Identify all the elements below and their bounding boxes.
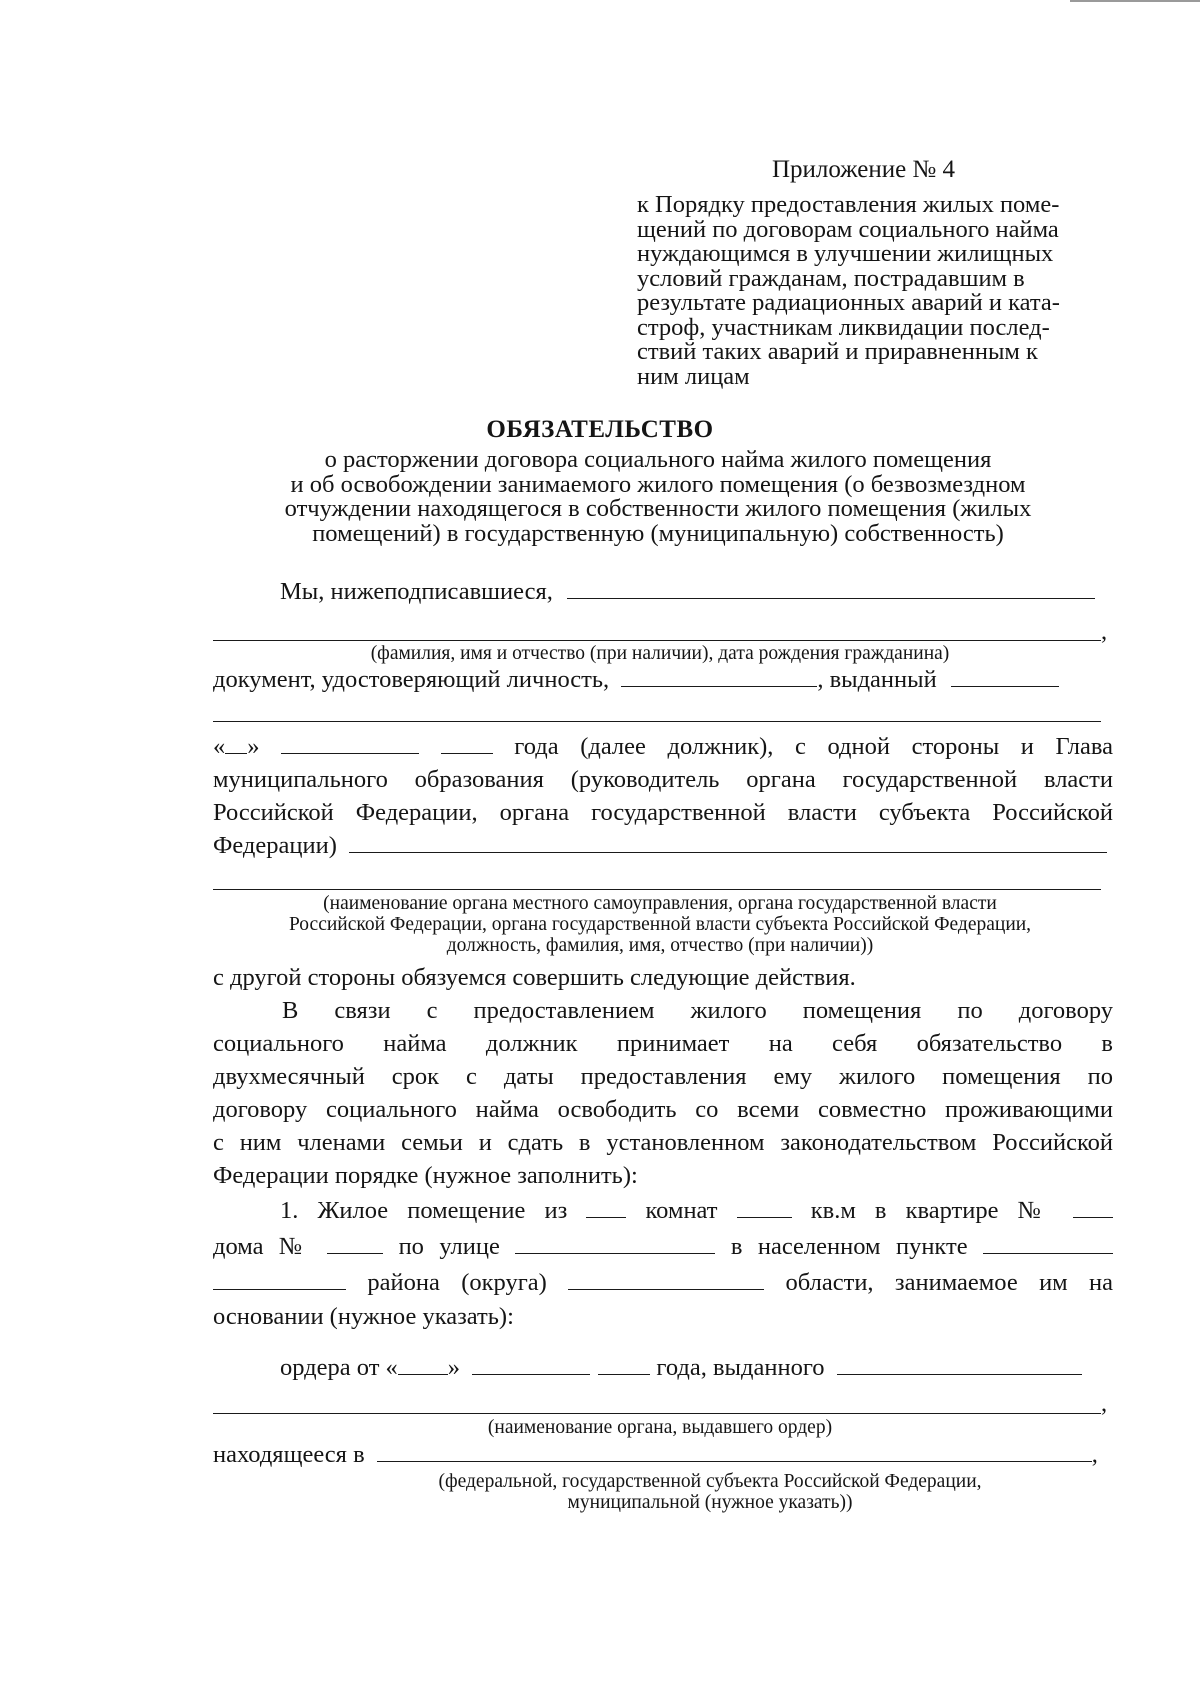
appendix-line: результате радиационных аварий и ката- (637, 289, 1060, 316)
area-label: кв.м в квартире № (810, 1197, 1054, 1224)
subtitle-line: и об освобождении занимаемого жилого помещения (о безвозмездном (290, 470, 1026, 498)
subtitle-line: отчуждении находящегося в собственности жилого помещения (жилых (284, 495, 1032, 522)
located-line (213, 1440, 1113, 1470)
document-subtitle (213, 448, 1103, 546)
id-document-line (213, 665, 1113, 695)
date-month-field[interactable] (281, 732, 419, 754)
order-issuer-field[interactable] (837, 1353, 1082, 1375)
citizen-name-field[interactable] (213, 640, 1101, 641)
appendix-line: ствий таких аварий и приравненным к (637, 338, 1038, 365)
comma: , (1101, 618, 1108, 645)
appendix-line: строф, участникам ликвидации послед- (637, 313, 1050, 341)
basis-line: основании (нужное указать): (213, 1303, 514, 1330)
caption-line: должность, фамилия, имя, отчество (при наличии)) (446, 935, 874, 956)
federation-label: Федерации) (213, 832, 337, 859)
ownership-caption (210, 1471, 1200, 1513)
rf-line: Российской Федерации, органа государственной власти субъекта Российской (213, 799, 1113, 826)
appendix-line: ним лицам (637, 362, 750, 390)
address-line (213, 1232, 1113, 1262)
date-day-field[interactable] (225, 732, 247, 754)
ownership-field[interactable] (377, 1440, 1092, 1462)
citizen-caption: (фамилия, имя и отчество (при наличии), дата рождения гражданина) (370, 643, 950, 664)
appendix-line: щений по договорам социального найма (637, 215, 1059, 243)
signatories-label: Мы, нижеподписавшиеся, (280, 578, 553, 605)
appendix-line: нуждающимся в улучшении жилищных (637, 240, 1054, 267)
order-line (280, 1353, 1113, 1383)
caption-line: (наименование органа местного самоуправления, органа государственной власти (323, 893, 997, 914)
settlement-field[interactable] (983, 1232, 1113, 1254)
region-label: области, занимаемое им на (785, 1269, 1114, 1296)
caption-line: Российской Федерации, органа государственной власти субъекта Российской Федерации, (288, 914, 1032, 935)
order-day-field[interactable] (398, 1353, 448, 1375)
settlement-label: в населенном пункте (730, 1233, 968, 1260)
item1-line (280, 1196, 1113, 1226)
paragraph-line: договору социального найма освободить со всеми совместно проживающими (213, 1096, 1113, 1123)
order-year-label: года, выданного (656, 1354, 825, 1381)
house-number-field[interactable] (327, 1232, 383, 1254)
authority-caption (160, 893, 1160, 956)
street-field[interactable] (515, 1232, 715, 1254)
appendix-line: условий гражданам, пострадавшим в (637, 264, 1025, 292)
comma: , (1091, 1441, 1098, 1468)
paragraph-line: с ним членами семьи и сдать в установленном законодательством Российской (213, 1129, 1113, 1156)
order-year-field[interactable] (598, 1353, 650, 1375)
apartment-number-field[interactable] (1073, 1196, 1113, 1218)
district-field[interactable] (213, 1268, 346, 1290)
paragraph-line: Федерации порядке (нужное заполнить): (213, 1162, 638, 1189)
area-field[interactable] (737, 1196, 792, 1218)
appendix-line: к Порядку предоставления жилых поме- (637, 191, 1060, 218)
caption-line: муниципальной (нужное указать)) (567, 1492, 853, 1513)
order-month-field[interactable] (472, 1353, 590, 1375)
district-label: района (округа) (367, 1269, 547, 1296)
other-side-line: с другой стороны обязуемся совершить следующие действия. (213, 964, 856, 991)
paragraph-line: двухмесячный срок с даты предоставления ему жилого помещения по (213, 1063, 1113, 1090)
id-document-field[interactable] (621, 665, 817, 687)
rooms-label: комнат (645, 1197, 718, 1224)
issued-by-field[interactable] (951, 665, 1059, 687)
item1-label: 1. Жилое помещение из (280, 1197, 568, 1224)
street-label: по улице (398, 1233, 500, 1260)
subtitle-line: помещений) в государственную (муниципальную) собственность) (312, 519, 1004, 547)
date-line (213, 732, 1113, 762)
appendix-reference (637, 193, 1117, 389)
house-label: дома № (213, 1233, 312, 1260)
order-caption: (наименование органа, выдавшего ордер) (487, 1417, 833, 1438)
caption-line: (федеральной, государственной субъекта Российской Федерации, (438, 1471, 982, 1492)
rooms-field[interactable] (586, 1196, 626, 1218)
municipal-line: муниципального образования (руководитель органа государственной власти (213, 766, 1113, 793)
issued-by-continuation-field[interactable] (213, 721, 1101, 722)
signatories-name-field[interactable] (567, 577, 1095, 599)
district-line (213, 1268, 1113, 1298)
located-label: находящееся в (213, 1441, 365, 1468)
signatories-line (280, 577, 1110, 607)
document-title: ОБЯЗАТЕЛЬСТВО (486, 416, 714, 443)
year-text: года (далее должник), с одной стороны и Глава (514, 733, 1113, 760)
scan-edge-line (1070, 0, 1200, 2)
order-close: » (447, 1354, 461, 1381)
comma: , (1101, 1390, 1108, 1417)
federation-line (213, 831, 1113, 861)
paragraph-line: социального найма должник принимает на себя обязательство в (213, 1030, 1113, 1057)
official-continuation-field[interactable] (213, 889, 1101, 890)
order-label: ордера от « (280, 1354, 398, 1381)
region-field[interactable] (568, 1268, 764, 1290)
date-open: « (213, 733, 226, 760)
date-close: » (247, 733, 260, 760)
order-issuer-continuation-field[interactable] (213, 1413, 1101, 1414)
paragraph-line: В связи с предоставлением жилого помещения по договору (282, 997, 1113, 1024)
issued-label: , выданный (817, 666, 937, 693)
subtitle-line: о расторжении договора социального найма жилого помещения (324, 446, 992, 473)
appendix-title: Приложение № 4 (772, 156, 956, 183)
official-field[interactable] (349, 831, 1107, 853)
date-year-field[interactable] (441, 732, 493, 754)
id-document-label: документ, удостоверяющий личность, (213, 666, 610, 693)
